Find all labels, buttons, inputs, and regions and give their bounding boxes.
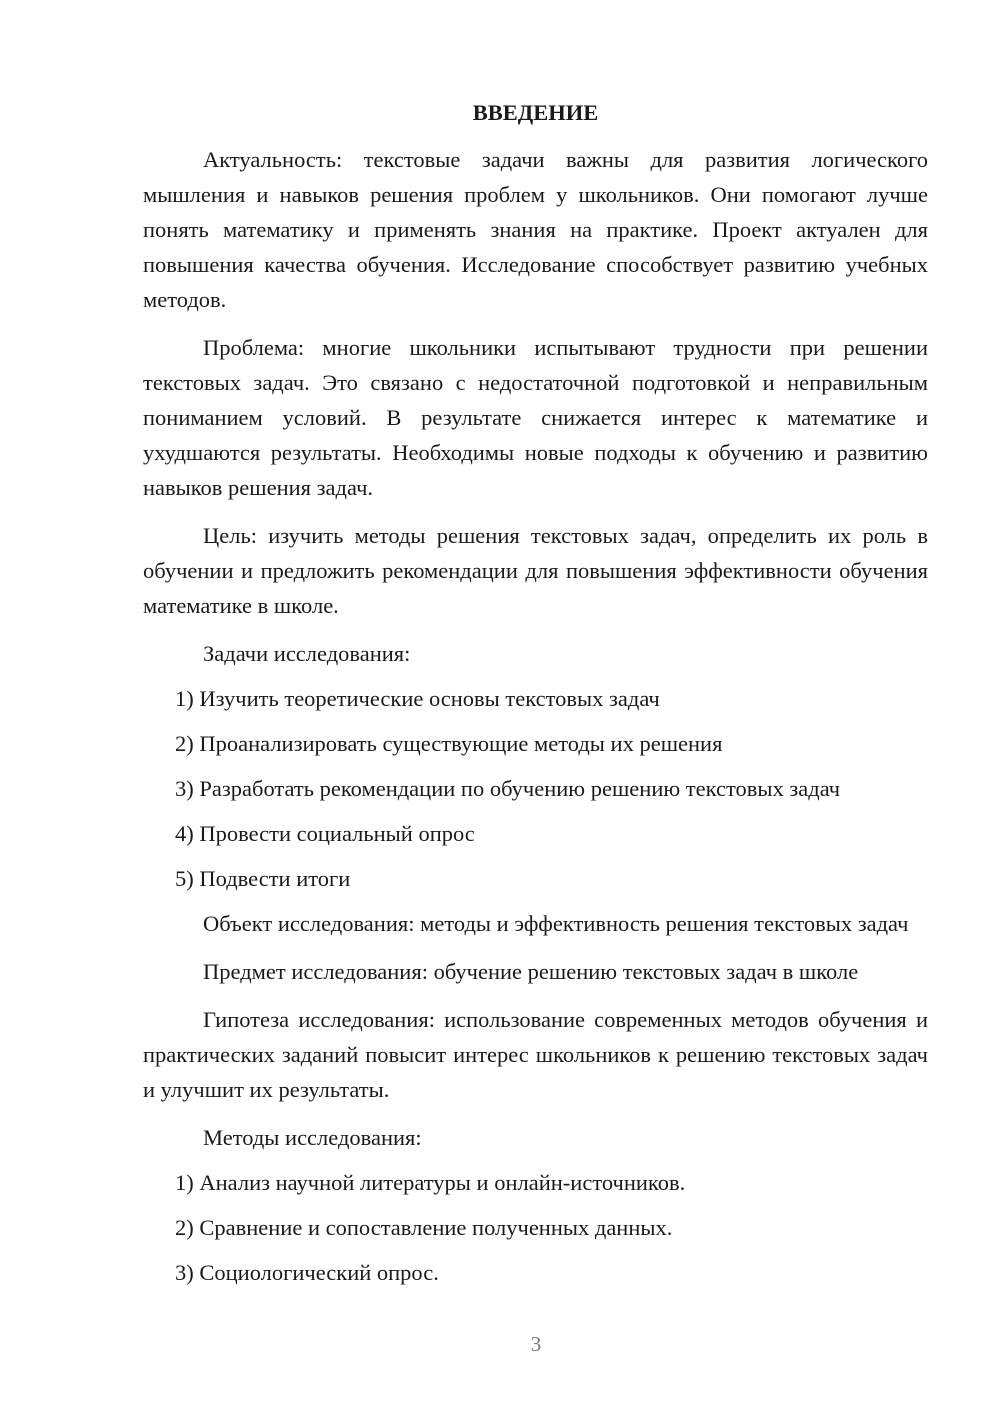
page-content: [143, 95, 928, 1300]
list-item: 4) Провести социальный опрос: [175, 821, 475, 846]
list-item: 5) Подвести итоги: [175, 866, 351, 891]
subject-paragraph: Предмет исследования: обучение решению текстовых задач в школе: [203, 959, 859, 984]
page-title: ВВЕДЕНИЕ: [472, 100, 599, 125]
page-number: 3: [530, 1332, 542, 1356]
list-item: 1) Анализ научной литературы и онлайн-источников.: [175, 1170, 686, 1195]
list-item: 2) Проанализировать существующие методы их решения: [175, 731, 723, 756]
list-item: 2) Сравнение и сопоставление полученных данных.: [175, 1215, 673, 1240]
problem-paragraph: Проблема: многие школьники испытывают трудности при решении текстовых задач. Это связано с недостаточной подготовкой и неправильным пониманием условий. В результате снижается интерес к математике и ухудшаются результаты. Необходимы новые подходы к обучению и развитию навыков решения задач.: [143, 335, 928, 500]
tasks-heading: Задачи исследования:: [203, 641, 411, 666]
list-item: 3) Разработать рекомендации по обучению решению текстовых задач: [175, 776, 841, 801]
hypothesis-paragraph: Гипотеза исследования: использование современных методов обучения и практических заданий повысит интерес школьников к решению текстовых задач и улучшит их результаты.: [143, 1007, 928, 1102]
object-paragraph: Объект исследования: методы и эффективность решения текстовых задач: [203, 911, 909, 936]
methods-list: [143, 1165, 928, 1290]
list-item: 3) Социологический опрос.: [175, 1260, 439, 1285]
methods-heading: Методы исследования:: [203, 1125, 422, 1150]
tasks-list: [143, 681, 928, 896]
list-item: 1) Изучить теоретические основы текстовых задач: [175, 686, 660, 711]
goal-paragraph: Цель: изучить методы решения текстовых задач, определить их роль в обучении и предложить рекомендации для повышения эффективности обучения математике в школе.: [143, 523, 928, 618]
relevance-paragraph: Актуальность: текстовые задачи важны для развития логического мышления и навыков решения проблем у школьников. Они помогают лучше понять математику и применять знания на практике. Проект актуален для повышения качества обучения. Исследование способствует развитию учебных методов.: [143, 147, 928, 312]
